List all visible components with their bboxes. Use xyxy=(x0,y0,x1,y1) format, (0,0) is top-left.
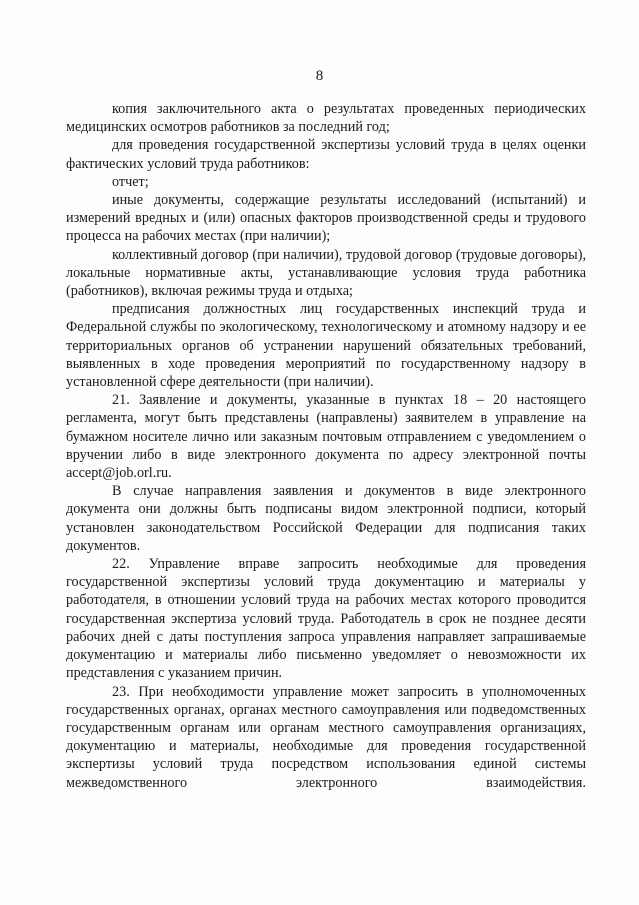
paragraph-expertise-purpose: для проведения государственной экспертизы условий труда в целях оценки фактических условий труда работников: xyxy=(66,137,586,172)
paragraph-electronic-signature: В случае направления заявления и документов в виде электронного документа они должны быть подписаны видом электронной подписи, который установлен законодательством Российской Федерации для подписания таких документов. xyxy=(66,483,586,554)
paragraph-clause-22: 22. Управление вправе запросить необходимые для проведения государственной экспертизы условий труда документацию и материалы у работодателя, в отношении условий труда на рабочих местах которого проводится государственная экспертиза условий труда. Работодатель в срок не позднее десяти рабочих дней с даты поступления запроса управления направляет запрашиваемые документацию и материалы либо письменно уведомляет о невозможности их представления с указанием причин. xyxy=(66,556,586,682)
document-body xyxy=(66,100,586,792)
paragraph-clause-21: 21. Заявление и документы, указанные в пунктах 18 – 20 настоящего регламента, могут быть представлены (направлены) заявителем в управление на бумажном носителе лично или заказным почтовым отправлением с уведомлением о вручении либо в виде электронного документа по адресу электронной почты accept@job.orl.ru. xyxy=(66,392,586,482)
paragraph-other-documents: иные документы, содержащие результаты исследований (испытаний) и измерений вредных и (или) опасных факторов производственной среды и трудового процесса на рабочих местах (при наличии); xyxy=(66,192,586,245)
paragraph-collective-agreement: коллективный договор (при наличии), трудовой договор (трудовые договоры), локальные нормативные акты, устанавливающие условия труда работника (работников), включая режимы труда и отдыха; xyxy=(66,246,586,300)
paragraph-clause-23: 23. При необходимости управление может запросить в уполномоченных государственных органах, органах местного самоуправления или подведомственных государственным органам или органам местного самоуправления организациях, документацию и материалы, необходимые для проведения государственной экспертизы условий труда посредством использования единой системы межведомственного электронного взаимодействия. xyxy=(66,683,586,791)
paragraph-report: отчет; xyxy=(112,173,149,190)
paragraph-final-act-copy: копия заключительного акта о результатах проведенных периодических медицинских осмотров работников за последний год; xyxy=(66,101,586,136)
page-number: 8 xyxy=(315,68,324,84)
paragraph-inspection-orders: предписания должностных лиц государственных инспекций труда и Федеральной службы по экологическому, технологическому и атомному надзору и ее территориальных органов об устранении нарушений обязательных требований, выявленных в ходе проведения мероприятий по государственному надзору в установленной сфере деятельности (при наличии). xyxy=(66,301,586,391)
